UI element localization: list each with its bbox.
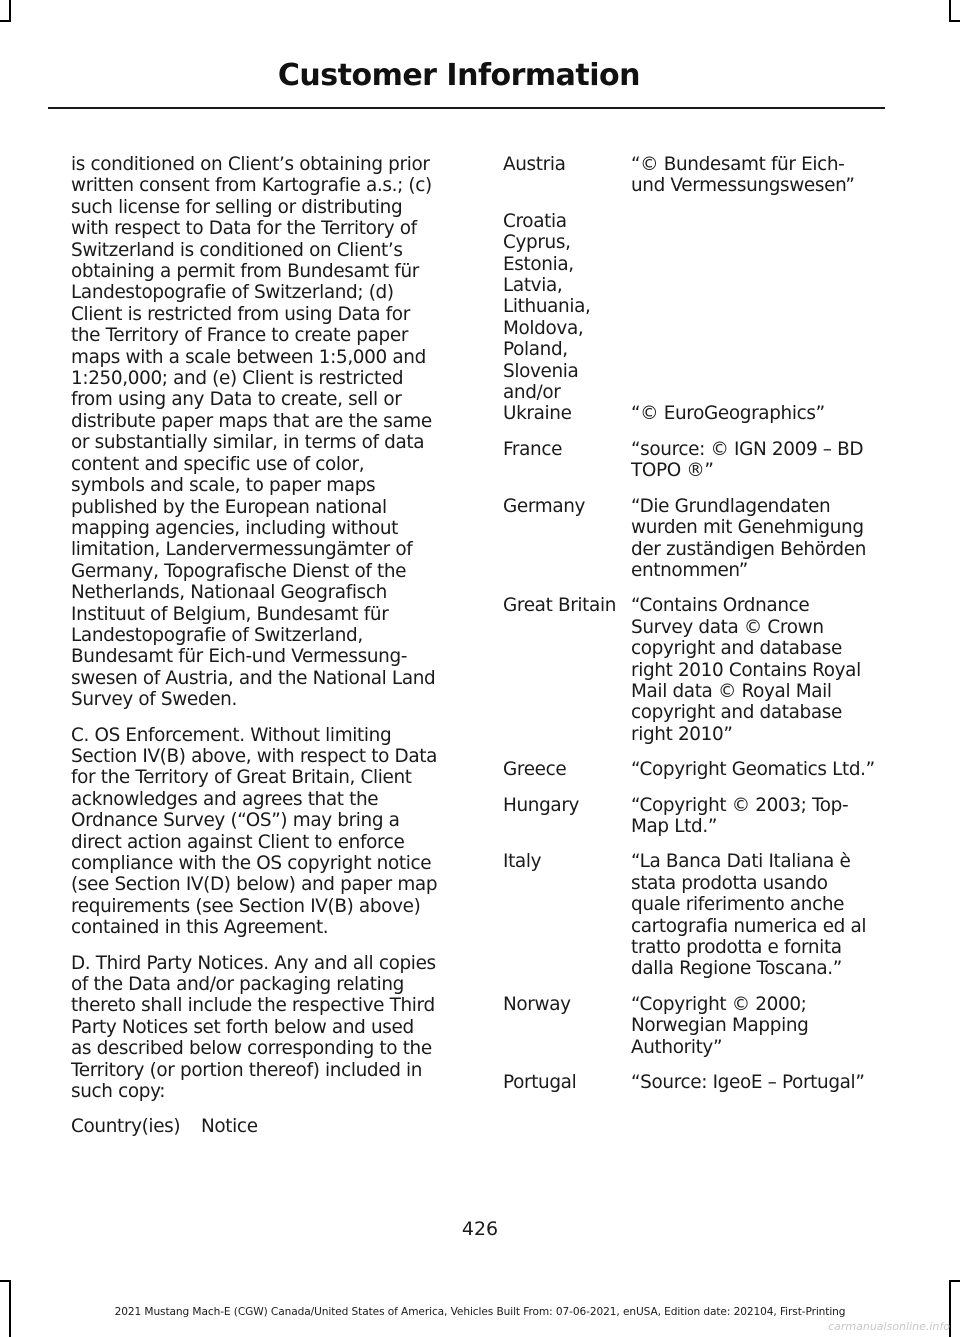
row-country: Estonia, <box>503 253 574 275</box>
row-country: Ukraine <box>503 403 572 425</box>
row-notice: “Copyright © 2000; Norwegian Mapping Authority” <box>631 993 809 1058</box>
row-country-list <box>503 211 631 425</box>
row-notice: “source: © IGN 2009 – BD TOPO ®” <box>631 438 864 482</box>
row-country: Croatia <box>503 210 567 232</box>
row-country: Great Britain <box>503 595 617 617</box>
footer-edition-info: 2021 Mustang Mach-E (CGW) Canada/United States of America, Vehicles Built From: 07-06-2021, enUSA, Edition date: 202104, First-Printing <box>114 1306 846 1318</box>
column-header-country: Country(ies) <box>71 1116 181 1138</box>
crop-mark-top-left-horizontal <box>0 20 11 22</box>
paragraph-os-enforcement: C. OS Enforcement. Without limiting Section IV(B) above, with respect to Data for the Territory of Great Britain, Client acknowledges and agrees that the Ordnance Survey (“OS”) may bring a direct action against Client to enforce compliance with the OS copyright notice (see Section IV(D) below) and paper map requirements (see Section IV(B) above) contained in this Agreement. <box>71 724 438 939</box>
crop-mark-bottom-left-horizontal <box>0 1280 11 1282</box>
row-country: and/or <box>503 382 561 404</box>
table-row <box>503 851 875 979</box>
row-notice: “La Banca Dati Italiana è stata prodotta usando quale riferimento anche cartografia numerica ed al tratto prodotta e fornita dalla Regione Toscana.” <box>631 851 867 980</box>
row-notice: “Die Grundlagendaten wurden mit Genehmigung der zuständigen Behörden entnommen” <box>631 495 867 581</box>
row-country: Portugal <box>503 1072 577 1094</box>
table-row <box>503 154 875 197</box>
row-country: Moldova, <box>503 317 584 339</box>
crop-mark-bottom-right-horizontal <box>949 1280 960 1282</box>
paragraph-license-conditions: is conditioned on Client’s obtaining prior written consent from Kartografie a.s.; (c) such license for selling or distributing with respect to Data for the Territory of Switzerland is conditioned on Client’s obtaining a permit from Bundesamt für Landestopografie of Switzerland; (d) Client is restricted from using Data for the Territory of France to create paper maps with a scale between 1:5,000 and 1:250,000; and (e) Client is restricted from using any Data to create, sell or distribute paper maps that are the same or substantially similar, in terms of data content and specific use of color, symbols and scale, to paper maps published by the European national mapping agencies, including without limitation, Landervermessungämter of Germany, Topografische Dienst of the Netherlands, Nationaal Geografisch Instituut of Belgium, Bundesamt für Landestopografie of Switzerland, Bundesamt für Eich-und Vermessung-swesen of Austria, and the National Land Survey of Sweden. <box>71 154 436 711</box>
row-country: Slovenia <box>503 360 579 382</box>
watermark: carmanualsonline.info <box>828 1320 950 1333</box>
row-notice: “Copyright © 2003; Top-Map Ltd.” <box>631 794 849 837</box>
row-country: Italy <box>503 851 542 873</box>
table-row <box>503 994 875 1058</box>
left-column <box>71 154 439 1138</box>
row-country: Hungary <box>503 794 580 816</box>
table-row <box>503 759 875 780</box>
crop-mark-top-right-horizontal <box>949 20 960 22</box>
row-notice: “Copyright Geomatics Ltd.” <box>631 759 875 781</box>
notices-table <box>503 154 875 1107</box>
notices-table-header <box>71 1116 439 1137</box>
row-country: Lithuania, <box>503 296 591 318</box>
row-country: Latvia, <box>503 275 563 297</box>
crop-mark-top-left-vertical <box>9 0 11 22</box>
row-country: Poland, <box>503 339 568 361</box>
row-country: Cyprus, <box>503 232 571 254</box>
paragraph-third-party-notices: D. Third Party Notices. Any and all copies of the Data and/or packaging relating thereto shall include the respective Third Party Notices set forth below and used as described below corresponding to the Territory (or portion thereof) included in such copy: <box>71 952 436 1103</box>
table-row <box>503 211 875 425</box>
table-row <box>503 1072 875 1093</box>
row-country: Greece <box>503 759 567 781</box>
table-row <box>503 496 875 582</box>
row-country: Austria <box>503 154 566 175</box>
row-country: Norway <box>503 993 571 1015</box>
row-notice: “© Bundesamt für Eich- und Vermessungswesen” <box>631 154 855 197</box>
column-header-notice: Notice <box>201 1116 258 1138</box>
row-notice: “© EuroGeographics” <box>631 403 825 425</box>
header-divider <box>48 107 885 109</box>
table-row <box>503 595 875 745</box>
page-number: 426 <box>461 1218 499 1240</box>
row-notice: “Source: IgeoE – Portugal” <box>631 1072 865 1094</box>
crop-mark-top-right-vertical <box>949 0 951 22</box>
table-row <box>503 439 875 482</box>
page-title: Customer Information <box>277 58 640 93</box>
row-notice: “Contains Ordnance Survey data © Crown copyright and database right 2010 Contains Royal Mail data © Royal Mail copyright and database right 2010” <box>631 595 861 745</box>
row-country: Germany <box>503 495 586 517</box>
row-country: France <box>503 438 563 460</box>
table-row <box>503 795 875 838</box>
